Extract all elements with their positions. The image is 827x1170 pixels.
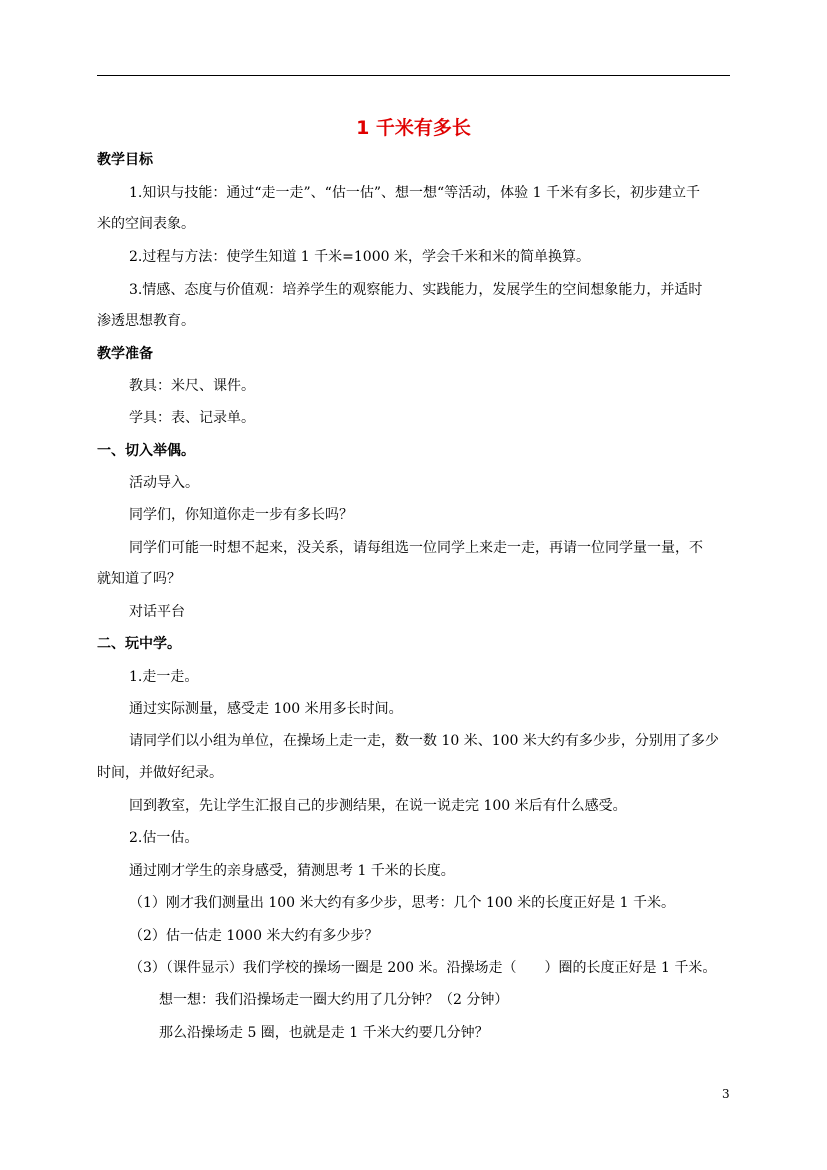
paragraph-line: 回到教室，先让学生汇报自己的步测结果，在说一说走完 100 米后有什么感受。: [129, 798, 627, 814]
paragraph-line: 时间，并做好纪录。: [97, 765, 223, 781]
paragraph-line: 渗透思想教育。: [97, 313, 195, 329]
section-heading: 教学目标: [97, 152, 153, 168]
paragraph-line: 就知道了吗？: [97, 571, 181, 587]
paragraph-line: 3.情感、态度与价值观：培养学生的观察能力、实践能力，发展学生的空间想象能力，并适时: [129, 282, 703, 298]
paragraph-line: 通过刚才学生的亲身感受，猜测思考 1 千米的长度。: [129, 863, 455, 879]
section-heading: 二、玩中学。: [97, 636, 181, 652]
paragraph-line: 请同学们以小组为单位，在操场上走一走，数一数 10 米、100 米大约有多少步，分别用了多少: [129, 733, 719, 749]
paragraph-line: 2.估一估。: [129, 830, 199, 846]
paragraph-line: 米的空间表象。: [97, 216, 195, 232]
paragraph-line: 学具：表、记录单。: [129, 410, 255, 426]
header-rule: [97, 75, 730, 76]
paragraph-line: 那么沿操场走 5 圈，也就是走 1 千米大约要几分钟？: [159, 1025, 489, 1041]
paragraph-line: 同学们可能一时想不起来，没关系，请每组选一位同学上来走一走，再请一位同学量一量，不: [129, 540, 703, 556]
paragraph-line: 同学们，你知道你走一步有多长吗？: [129, 507, 353, 523]
paragraph-line: 对话平台: [129, 604, 185, 620]
paragraph-line: 通过实际测量，感受走 100 米用多长时间。: [129, 701, 403, 717]
paragraph-line: 1.知识与技能：通过“走一走”、“估一估”、想一想“等活动，体验 1 千米有多长，初步建立千: [129, 185, 700, 201]
document-title: 1 千米有多长: [356, 117, 471, 139]
paragraph-line: 2.过程与方法：使学生知道 1 千米=1000 米，学会千米和米的简单换算。: [129, 249, 590, 265]
section-heading: 教学准备: [97, 346, 153, 362]
paragraph-line: （2）估一估走 1000 米大约有多少步？: [129, 928, 379, 944]
paragraph-line: 活动导入。: [129, 475, 199, 491]
paragraph-line: （3）（课件显示）我们学校的操场一圈是 200 米。沿操场走（ ）圈的长度正好是 1 千米。: [129, 960, 717, 976]
paragraph-line: （1）刚才我们测量出 100 米大约有多少步，思考：几个 100 米的长度正好是 1 千米。: [129, 895, 675, 911]
paragraph-line: 1.走一走。: [129, 669, 199, 685]
page-number: 3: [722, 1087, 730, 1101]
section-heading: 一、切入举偶。: [97, 443, 195, 459]
paragraph-line: 教具：米尺、课件。: [129, 378, 255, 394]
paragraph-line: 想一想：我们沿操场走一圈大约用了几分钟？（2 分钟）: [159, 992, 509, 1008]
